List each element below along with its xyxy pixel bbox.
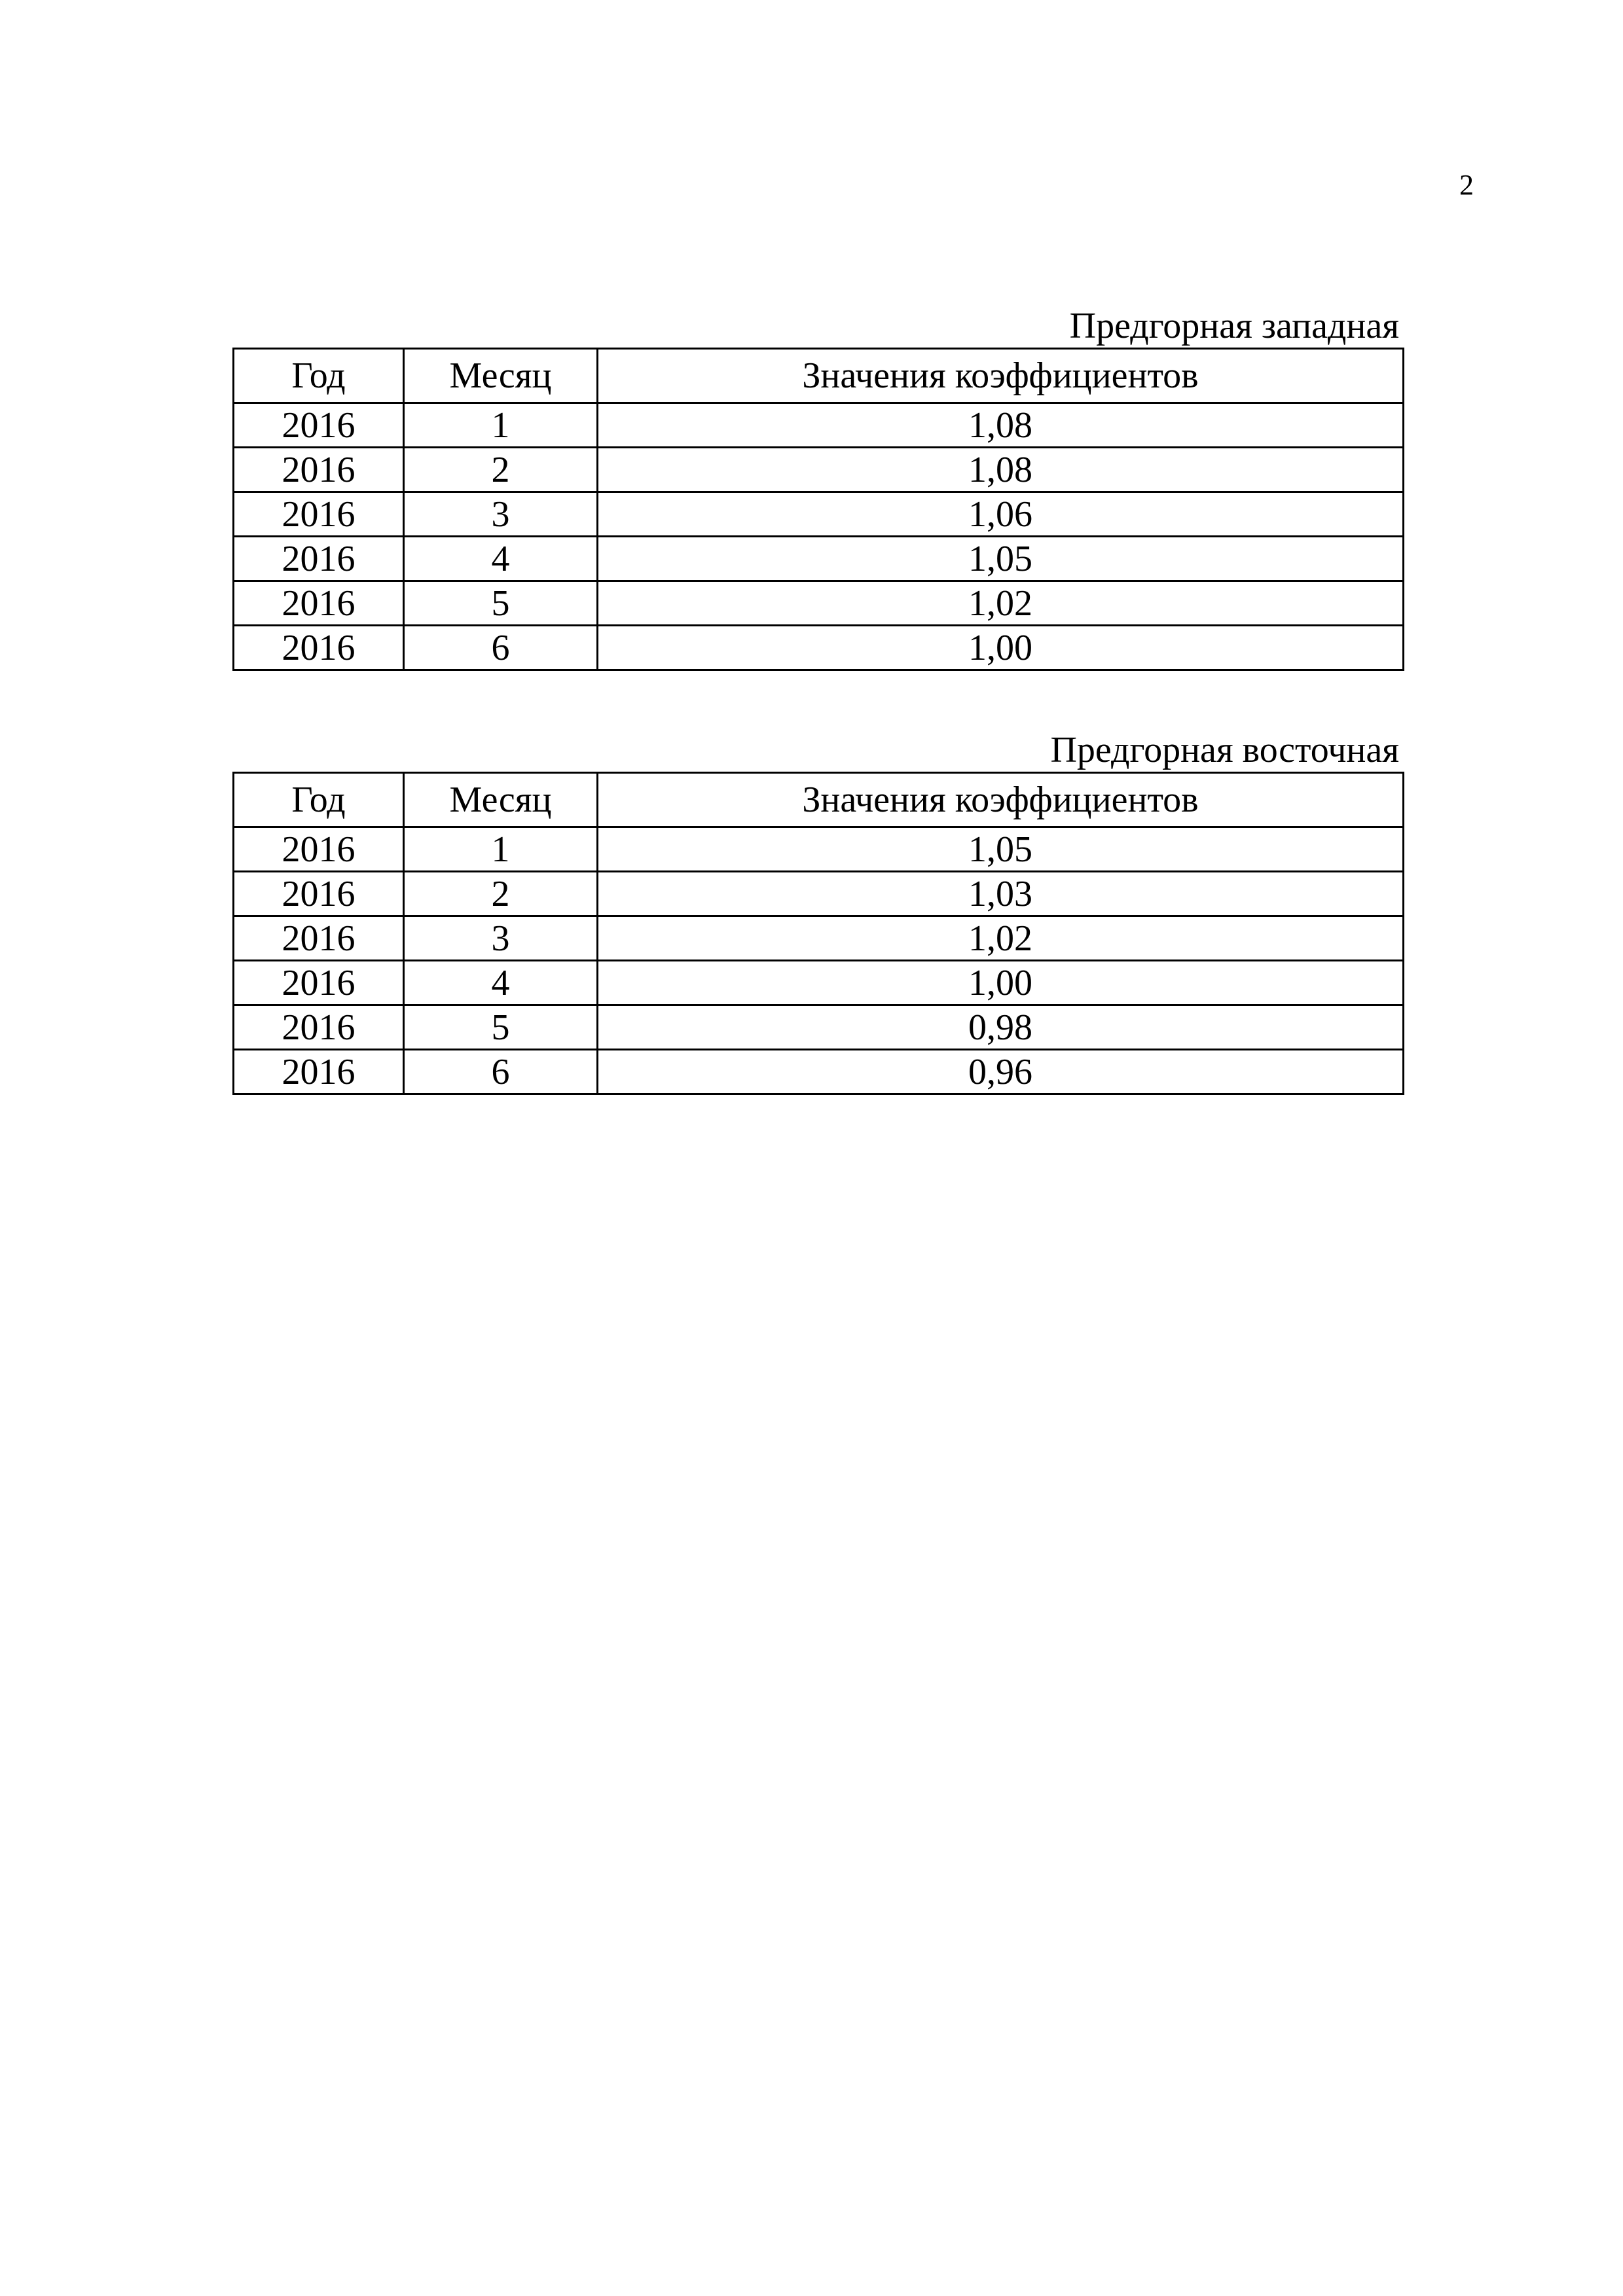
table-section-east bbox=[232, 728, 1404, 1095]
cell-coefficient: 1,03 bbox=[598, 872, 1404, 916]
cell-coefficient: 1,08 bbox=[598, 403, 1404, 448]
table-caption: Предгорная восточная bbox=[1050, 730, 1399, 770]
coefficients-table bbox=[232, 772, 1404, 1095]
header-coefficient: Значения коэффициентов bbox=[598, 349, 1404, 403]
table-row bbox=[234, 537, 1404, 581]
cell-coefficient: 1,05 bbox=[598, 827, 1404, 872]
table-row bbox=[234, 581, 1404, 626]
table-row bbox=[234, 827, 1404, 872]
header-month: Месяц bbox=[404, 349, 598, 403]
cell-month: 4 bbox=[404, 961, 598, 1005]
cell-year: 2016 bbox=[234, 1005, 404, 1050]
cell-coefficient: 1,02 bbox=[598, 581, 1404, 626]
cell-coefficient: 1,00 bbox=[598, 961, 1404, 1005]
cell-year: 2016 bbox=[234, 448, 404, 492]
cell-year: 2016 bbox=[234, 403, 404, 448]
header-coefficient: Значения коэффициентов bbox=[598, 773, 1404, 827]
cell-month: 2 bbox=[404, 872, 598, 916]
cell-month: 1 bbox=[404, 827, 598, 872]
cell-coefficient: 1,08 bbox=[598, 448, 1404, 492]
table-row bbox=[234, 916, 1404, 961]
table-row bbox=[234, 1005, 1404, 1050]
cell-month: 6 bbox=[404, 1050, 598, 1094]
cell-month: 3 bbox=[404, 492, 598, 537]
cell-month: 3 bbox=[404, 916, 598, 961]
cell-year: 2016 bbox=[234, 827, 404, 872]
page-number: 2 bbox=[1459, 169, 1474, 201]
table-row bbox=[234, 403, 1404, 448]
cell-month: 2 bbox=[404, 448, 598, 492]
cell-year: 2016 bbox=[234, 1050, 404, 1094]
coefficients-table bbox=[232, 348, 1404, 671]
table-row bbox=[234, 492, 1404, 537]
cell-coefficient: 1,00 bbox=[598, 626, 1404, 670]
cell-year: 2016 bbox=[234, 916, 404, 961]
table-caption: Предгорная западная bbox=[1069, 306, 1399, 346]
cell-year: 2016 bbox=[234, 961, 404, 1005]
table-section-west bbox=[232, 304, 1404, 671]
header-year: Год bbox=[234, 349, 404, 403]
cell-month: 4 bbox=[404, 537, 598, 581]
header-month: Месяц bbox=[404, 773, 598, 827]
cell-month: 5 bbox=[404, 1005, 598, 1050]
cell-coefficient: 1,02 bbox=[598, 916, 1404, 961]
cell-year: 2016 bbox=[234, 872, 404, 916]
cell-coefficient: 1,05 bbox=[598, 537, 1404, 581]
cell-month: 1 bbox=[404, 403, 598, 448]
cell-month: 6 bbox=[404, 626, 598, 670]
table-row bbox=[234, 872, 1404, 916]
table-row bbox=[234, 961, 1404, 1005]
table-header-row bbox=[234, 349, 1404, 403]
cell-year: 2016 bbox=[234, 581, 404, 626]
header-year: Год bbox=[234, 773, 404, 827]
cell-month: 5 bbox=[404, 581, 598, 626]
cell-coefficient: 1,06 bbox=[598, 492, 1404, 537]
cell-year: 2016 bbox=[234, 626, 404, 670]
cell-year: 2016 bbox=[234, 492, 404, 537]
table-row bbox=[234, 1050, 1404, 1094]
table-row bbox=[234, 448, 1404, 492]
table-row bbox=[234, 626, 1404, 670]
cell-year: 2016 bbox=[234, 537, 404, 581]
cell-coefficient: 0,98 bbox=[598, 1005, 1404, 1050]
table-header-row bbox=[234, 773, 1404, 827]
cell-coefficient: 0,96 bbox=[598, 1050, 1404, 1094]
